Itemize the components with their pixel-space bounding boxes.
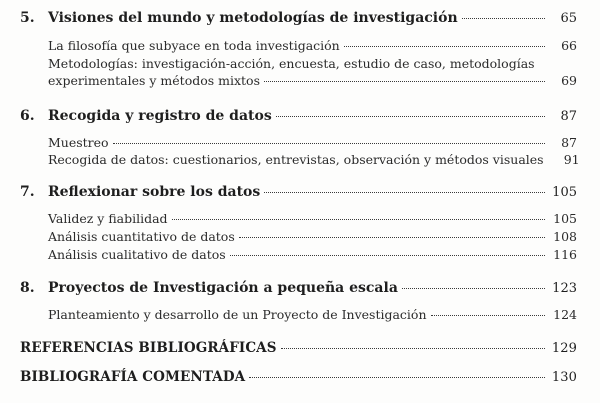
- chapter-number: 7.: [20, 184, 35, 200]
- dot-leader: [462, 18, 545, 19]
- page-number: 87: [560, 109, 577, 124]
- toc-references: [20, 340, 577, 356]
- dot-leader: [172, 219, 545, 220]
- toc-section: [48, 247, 577, 262]
- page-number: 91: [563, 152, 580, 167]
- toc-section: [48, 152, 580, 167]
- dot-leader: [264, 81, 545, 82]
- page-number: 65: [560, 11, 577, 26]
- section-title-line-2: experimentales y métodos mixtos: [48, 73, 260, 88]
- page-number: 69: [561, 73, 577, 88]
- section-title: Planteamiento y desarrollo de un Proyecto de Investigación: [48, 307, 427, 322]
- page-number: 123: [552, 281, 577, 296]
- back-matter-title: BIBLIOGRAFÍA COMENTADA: [20, 369, 246, 385]
- back-matter-title: REFERENCIAS BIBLIOGRÁFICAS: [20, 340, 277, 356]
- dot-leader: [264, 192, 545, 193]
- page-number: 124: [553, 307, 577, 322]
- chapter-title: Reflexionar sobre los datos: [48, 184, 261, 200]
- toc-section: [48, 38, 577, 53]
- dot-leader: [344, 46, 545, 47]
- toc-section: [48, 135, 577, 150]
- page-number: 66: [561, 38, 577, 53]
- section-title: Recogida de datos: cuestionarios, entrevistas, observación y métodos visuales: [48, 152, 544, 167]
- dot-leader: [230, 255, 545, 256]
- dot-leader: [276, 116, 545, 117]
- toc-section: [48, 211, 577, 226]
- section-title: La filosofía que subyace en toda investigación: [48, 38, 340, 53]
- section-title: Validez y fiabilidad: [48, 211, 168, 226]
- toc-annotated-bibliography: [20, 369, 577, 385]
- section-title-line-1: Metodologías: investigación-acción, encuesta, estudio de caso, metodologías: [48, 56, 535, 71]
- toc-chapter-7: [20, 184, 577, 200]
- page-number: 87: [561, 135, 577, 150]
- section-title: Análisis cualitativo de datos: [48, 247, 226, 262]
- chapter-title: Recogida y registro de datos: [48, 108, 272, 124]
- chapter-number: 6.: [20, 108, 35, 124]
- page-number: 105: [553, 211, 577, 226]
- dot-leader: [249, 377, 545, 378]
- chapter-title: Visiones del mundo y metodologías de investigación: [48, 10, 458, 26]
- toc-chapter-6: [20, 108, 577, 124]
- toc-section: [48, 229, 577, 244]
- page-number: 105: [552, 185, 577, 200]
- dot-leader: [431, 315, 545, 316]
- section-title: Muestreo: [48, 135, 109, 150]
- dot-leader: [113, 143, 545, 144]
- page-number: 108: [553, 229, 577, 244]
- section-title: Análisis cuantitativo de datos: [48, 229, 235, 244]
- page-number: 116: [553, 247, 577, 262]
- chapter-title: Proyectos de Investigación a pequeña escala: [48, 280, 398, 296]
- toc-chapter-5: [20, 10, 577, 26]
- toc-section: [48, 307, 577, 322]
- dot-leader: [281, 348, 545, 349]
- page-number: 130: [551, 370, 577, 385]
- chapter-number: 5.: [20, 10, 35, 26]
- page-number: 129: [551, 341, 577, 356]
- dot-leader: [402, 288, 545, 289]
- toc-section: [48, 55, 577, 89]
- toc-chapter-8: [20, 280, 577, 296]
- dot-leader: [239, 237, 545, 238]
- chapter-number: 8.: [20, 280, 35, 296]
